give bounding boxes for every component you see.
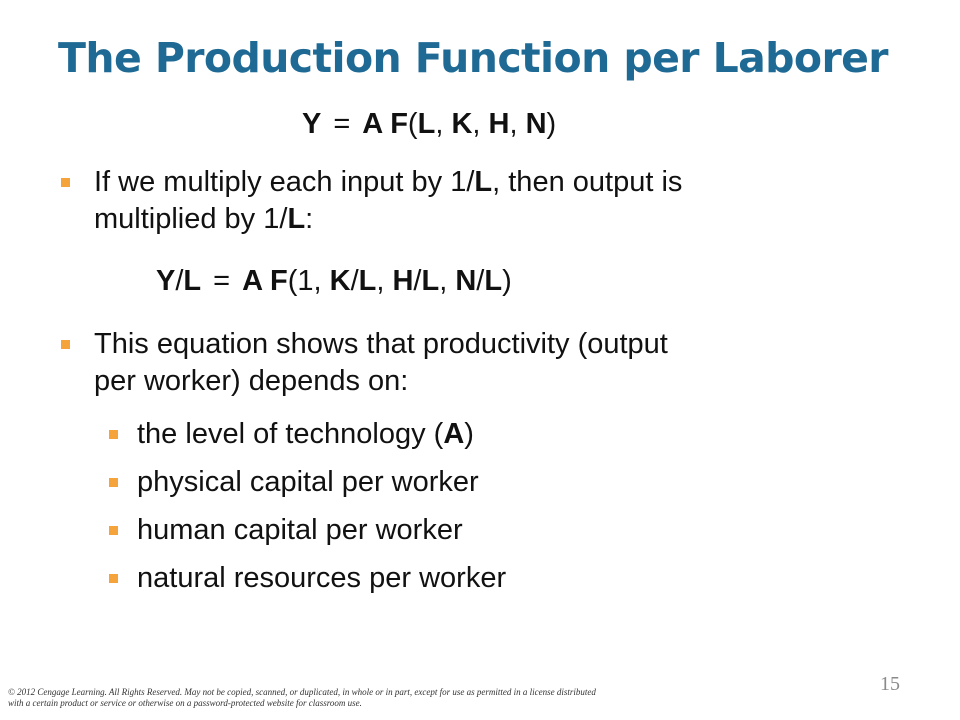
slide-title: The Production Function per Laborer	[58, 34, 888, 82]
subbullet-square-icon	[109, 478, 118, 487]
page-number: 15	[880, 673, 900, 695]
subbullet-human-capital: human capital per worker	[137, 514, 463, 546]
bullet-multiply-inputs: If we multiply each input by 1/L, then output is multiplied by 1/L:	[94, 166, 683, 235]
subbullet-natural-resources: natural resources per worker	[137, 562, 507, 594]
subbullet-physical-capital: physical capital per worker	[137, 466, 479, 498]
bullet-productivity-depends: This equation shows that productivity (output per worker) depends on:	[94, 328, 668, 397]
subbullet-square-icon	[109, 526, 118, 535]
subbullet-square-icon	[109, 574, 118, 583]
per-laborer-formula: Y/L = A F(1, K/L, H/L, N/L)	[156, 265, 512, 297]
bullet-square-icon	[61, 178, 70, 187]
production-function-formula: Y = A F(L, K, H, N)	[302, 108, 557, 140]
copyright-notice: © 2012 Cengage Learning. All Rights Reserved. May not be copied, scanned, or duplicated, in whole or in part, except for use as permitted in a license distributed with a certain product or service or otherwise on a password-protected website for classroom use.	[8, 687, 596, 708]
subbullet-technology: the level of technology (A)	[137, 418, 474, 450]
subbullet-square-icon	[109, 430, 118, 439]
bullet-square-icon	[61, 340, 70, 349]
